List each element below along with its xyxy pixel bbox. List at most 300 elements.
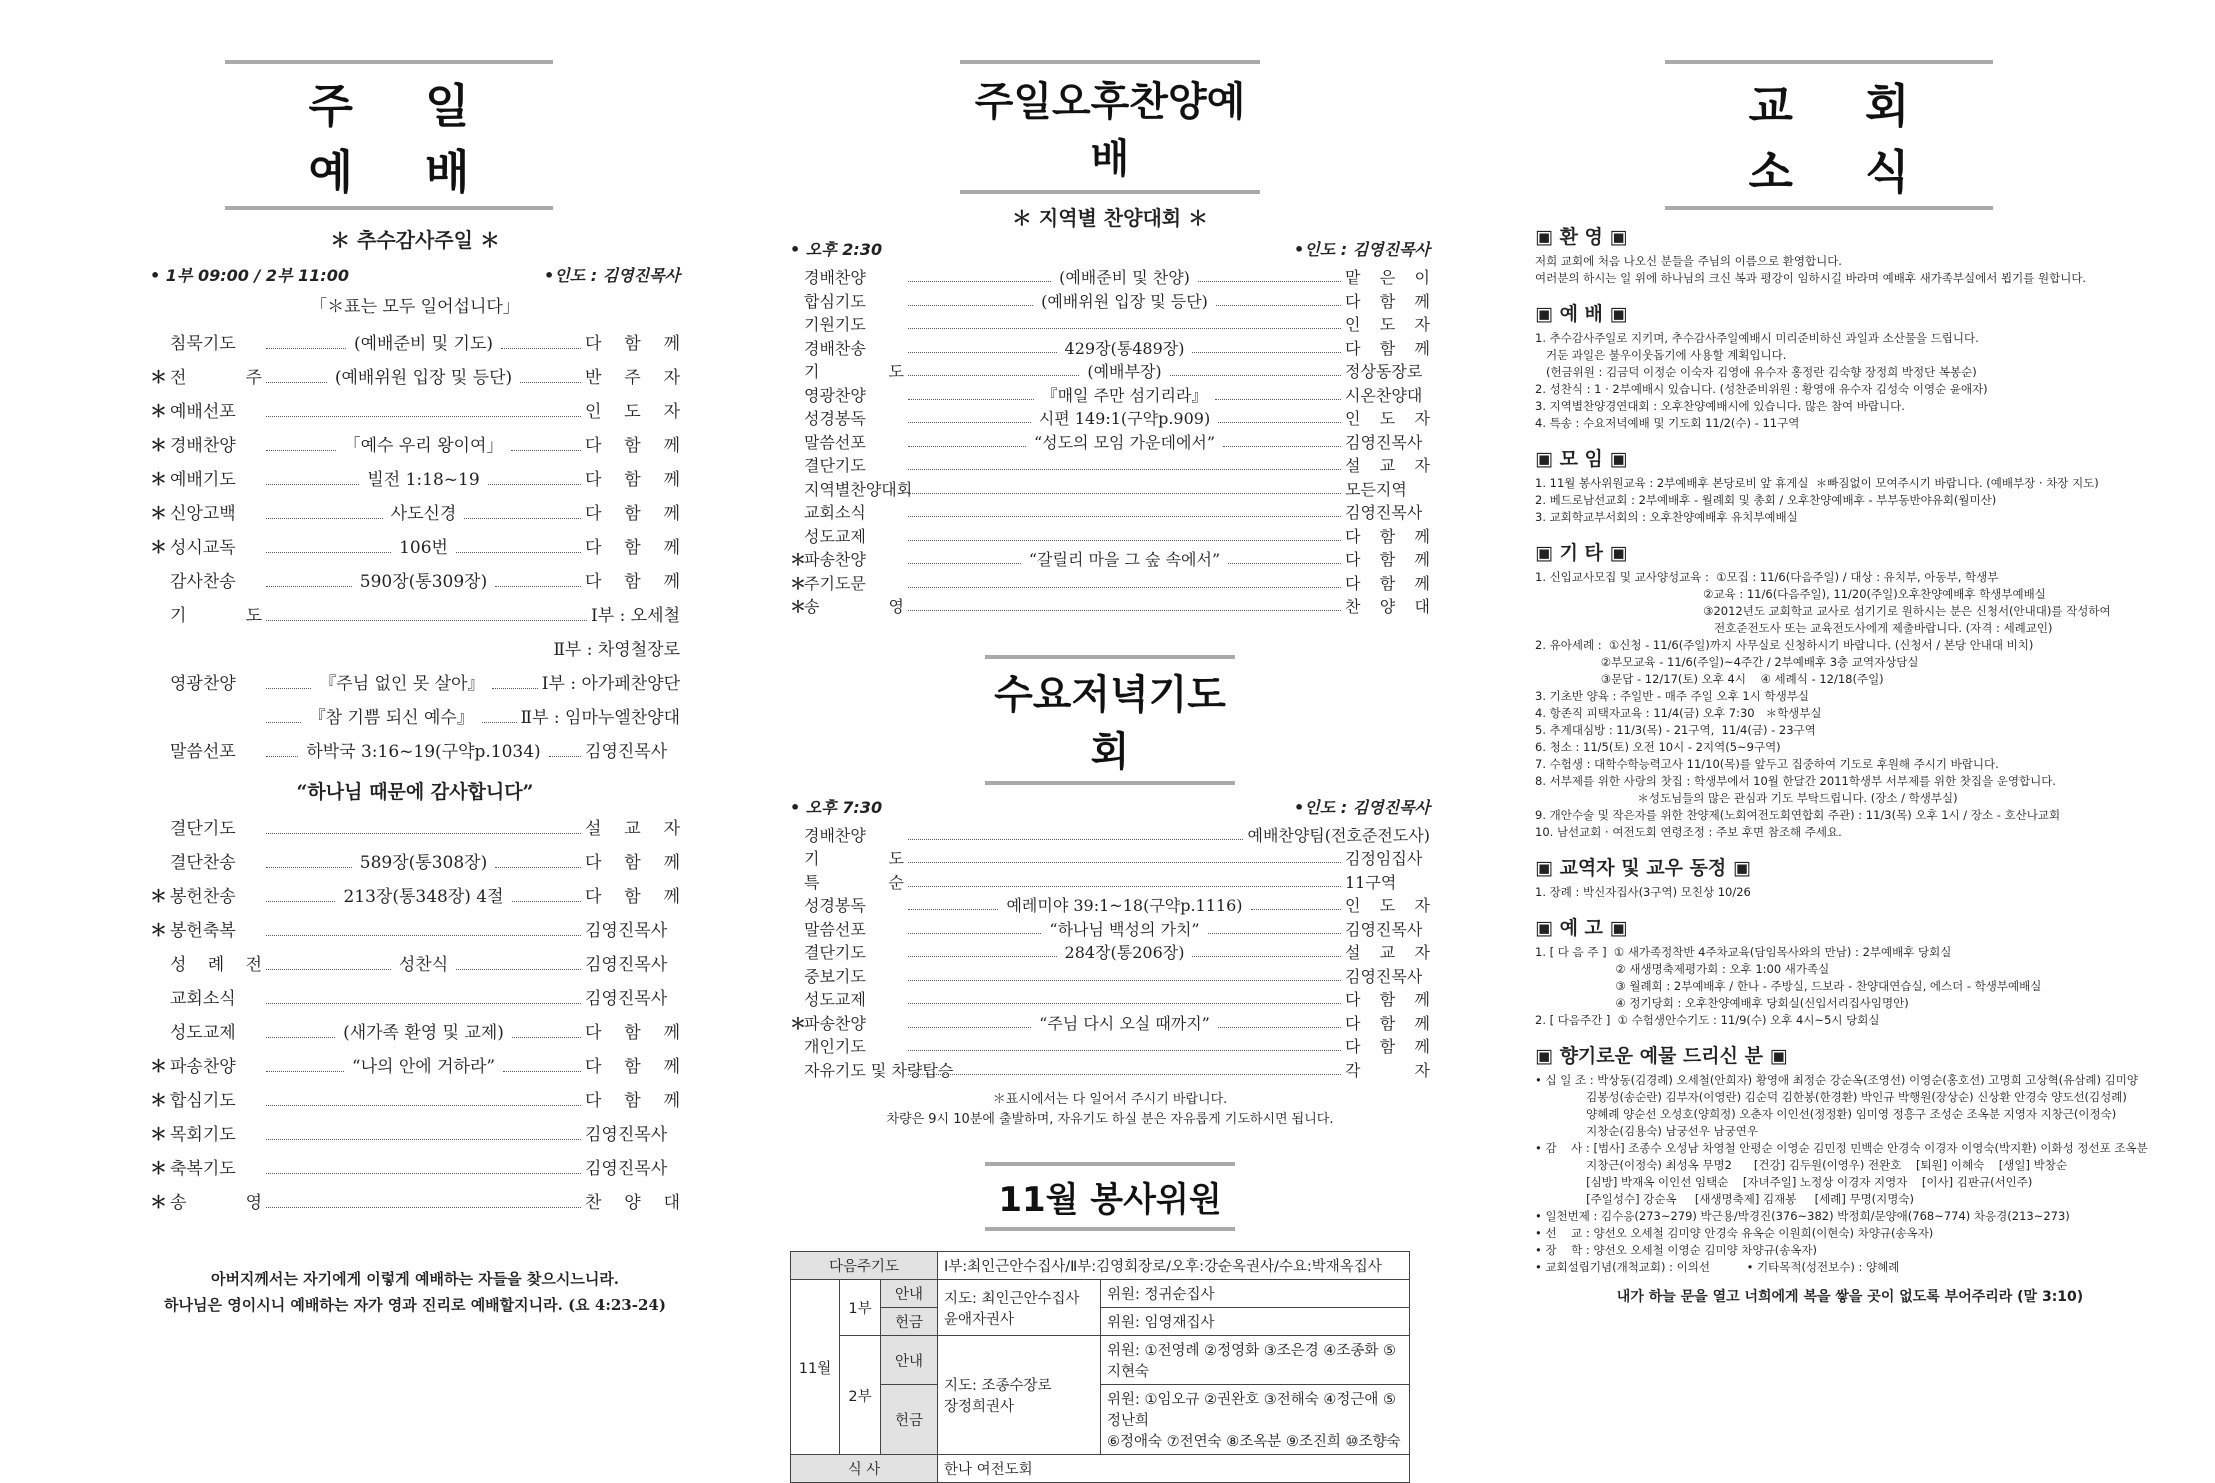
leader-dots bbox=[1170, 375, 1341, 376]
leader-dots bbox=[266, 833, 581, 834]
order-row bbox=[150, 880, 680, 914]
leader-dots bbox=[266, 484, 359, 485]
leader-dots bbox=[495, 586, 581, 587]
standing-mark: ＊ bbox=[790, 550, 807, 569]
order-person: 김영진목사 bbox=[585, 989, 668, 1009]
leader-dots bbox=[266, 1071, 344, 1072]
news-line: 1. 신입교사모집 및 교사양성교육 : ①모집 : 11/6(다음주일) / 대상 : 유치부, 아동부, 학생부 bbox=[1535, 570, 1999, 584]
order-person: 정상동장로 bbox=[1345, 362, 1423, 381]
order-label: 말씀선포 bbox=[804, 432, 866, 452]
order-detail: (예배부장) bbox=[1087, 362, 1162, 381]
leader-dots bbox=[549, 756, 581, 757]
order-detail: 예레미야 39:1~18(구약p.1116) bbox=[1006, 896, 1243, 915]
wednesday-meta bbox=[790, 795, 1430, 818]
order-person: 설 교 자 bbox=[1345, 456, 1430, 475]
order-person: 김영진목사 bbox=[585, 955, 668, 975]
leader-dots bbox=[266, 969, 391, 970]
leader-dots bbox=[908, 328, 1341, 329]
meeting-section bbox=[1535, 475, 2165, 526]
news-line: 3. 기초반 양육 : 주일반 - 매주 주일 오후 1시 학생부실 bbox=[1535, 689, 1809, 703]
order-detail: 590장(통309장) bbox=[359, 572, 488, 592]
order-label: 결단기도 bbox=[170, 819, 236, 839]
order-person: 다 함 께 bbox=[585, 436, 681, 456]
order-person: 김영진목사 bbox=[1345, 503, 1423, 522]
order-row bbox=[790, 478, 1430, 502]
order-list-2 bbox=[150, 812, 680, 1220]
news-line: ②교육 : 11/6(다음주일), 11/20(주일)오후찬양예배후 학생부예배실 bbox=[1535, 587, 2046, 601]
order-detail: 『참 기쁨 되신 예수』 bbox=[308, 708, 474, 728]
order-person: 시온찬양대 bbox=[1345, 385, 1423, 405]
subtitle: ＊ 추수감사주일 ＊ bbox=[330, 228, 500, 252]
leader-dots bbox=[908, 422, 1031, 423]
order-row bbox=[790, 431, 1430, 455]
standing-mark: ＊ bbox=[150, 1159, 167, 1179]
order-label: 기 도 bbox=[804, 362, 904, 381]
order-row bbox=[150, 463, 680, 497]
order-row bbox=[790, 525, 1430, 549]
leader-dots bbox=[266, 901, 335, 902]
afternoon-worship-column bbox=[790, 60, 1430, 1483]
order-row bbox=[790, 360, 1430, 384]
afternoon-time: • 오후 2:30 bbox=[790, 240, 883, 259]
order-person: 반 주 자 bbox=[585, 368, 680, 388]
leader-dots bbox=[495, 867, 581, 868]
service-time: • 1부 09:00 / 2부 11:00 bbox=[150, 266, 349, 285]
news-line: ③2012년도 교회학교 교사로 섬기기로 원하시는 분은 신청서(안내대)를 작성하여 bbox=[1535, 604, 2111, 618]
leader-dots bbox=[908, 399, 1034, 400]
order-person: 김영진목사 bbox=[1345, 432, 1423, 452]
leader-dots bbox=[908, 610, 1341, 611]
order-row bbox=[150, 361, 680, 395]
order-label: 합심기도 bbox=[804, 291, 866, 311]
leader-dots bbox=[266, 450, 336, 451]
standing-mark: ＊ bbox=[150, 1091, 167, 1111]
news-line: • 선 교 : 양선오 오세철 김미양 안경숙 유옥순 이원희(이현숙) 차양규(송옥자) bbox=[1535, 1226, 1934, 1240]
order-person: 다 함 께 bbox=[585, 538, 680, 558]
service-leader: •인도 : 김영진목사 bbox=[544, 266, 680, 285]
order-row bbox=[790, 313, 1430, 337]
order-label: 영광찬양 bbox=[804, 385, 866, 405]
order-detail: (새가족 환영 및 교제) bbox=[343, 1023, 504, 1043]
leader-dots bbox=[908, 1050, 1341, 1051]
order-row bbox=[150, 701, 680, 735]
leader-dots bbox=[908, 1074, 1341, 1075]
standing-mark: ＊ bbox=[150, 368, 167, 388]
leader-dots bbox=[1251, 909, 1341, 910]
order-label: 성도교제 bbox=[804, 526, 866, 546]
order-row bbox=[150, 1186, 680, 1220]
order-label: 목회기도 bbox=[170, 1125, 236, 1145]
order-label: 성시교독 bbox=[170, 538, 236, 558]
order-detail: 사도신경 bbox=[390, 504, 457, 524]
order-person: 다 함 께 bbox=[585, 887, 681, 907]
order-detail: “성도의 모임 가운데에서” bbox=[1033, 432, 1216, 452]
order-person: 설 교 자 bbox=[585, 819, 680, 839]
order-row bbox=[790, 290, 1430, 314]
meal-value: 한나 여전도회 bbox=[938, 1455, 1410, 1483]
order-label: 송 영 bbox=[804, 597, 904, 616]
order-person: 인 도 자 bbox=[585, 402, 680, 422]
order-row bbox=[790, 894, 1430, 918]
leader-dots bbox=[501, 348, 581, 349]
leader-dots bbox=[908, 980, 1341, 981]
order-detail: 「예수 우리 왕이여」 bbox=[343, 436, 504, 456]
order-detail: “하나님 백성의 가치” bbox=[1049, 919, 1200, 939]
afternoon-title: 주일오후찬양예배 bbox=[960, 60, 1260, 194]
news-line: 8. 서부제를 위한 사랑의 찻집 : 학생부에서 10월 한달간 2011학생부 서부제를 위한 찻집을 운영합니다. bbox=[1535, 774, 2056, 788]
order-detail: 429장(통489장) bbox=[1064, 338, 1185, 358]
welcome-section bbox=[1535, 253, 2165, 287]
order-list bbox=[150, 327, 680, 769]
news-line: 4. 특송 : 수요저녁예배 및 기도회 11/2(수) - 11구역 bbox=[1535, 416, 1800, 430]
leader-dots bbox=[1223, 446, 1341, 447]
standing-mark: ＊ bbox=[150, 470, 167, 490]
news-line: ＊성도님들의 많은 관심과 기도 부탁드립니다. (장소 / 학생부실) bbox=[1535, 791, 1958, 805]
afternoon-leader: •인도 : 김영진목사 bbox=[1294, 240, 1430, 259]
sermon-title: “하나님 때문에 감사합니다” bbox=[296, 781, 534, 803]
order-row bbox=[790, 1035, 1430, 1059]
order-person: 다 함 께 bbox=[585, 572, 680, 592]
order-label: 개인기도 bbox=[804, 1037, 866, 1056]
order-detail: “주님 다시 오실 때까지” bbox=[1039, 1013, 1210, 1033]
leader-dots bbox=[266, 1003, 581, 1004]
order-label: 성경봉독 bbox=[804, 896, 866, 915]
order-row bbox=[150, 948, 680, 982]
order-person: 인 도 자 bbox=[1345, 409, 1430, 428]
order-detail: (예배위원 입장 및 등단) bbox=[334, 368, 513, 388]
order-row bbox=[150, 812, 680, 846]
order-label: 송 영 bbox=[170, 1193, 262, 1213]
leader-dots bbox=[1192, 956, 1341, 957]
news-line: • 십 일 조 : 박상동(김경례) 오세철(안희자) 황영애 최정순 강순옥(조영선) 이영순(홍호선) 고명희 고상혁(유삼례) 김미양 bbox=[1535, 1073, 2138, 1087]
news-line: 지창근(이정숙) 최성옥 무명2 [건강] 김두원(이영우) 전완호 [퇴원] 이혜숙 [생일] 박창순 bbox=[1535, 1158, 2067, 1172]
leader-dots bbox=[908, 305, 1033, 306]
order-row bbox=[790, 988, 1430, 1012]
order-row bbox=[790, 941, 1430, 965]
standing-mark: ＊ bbox=[150, 1125, 167, 1145]
order-row bbox=[150, 599, 680, 633]
order-person: 김영진목사 bbox=[585, 1159, 668, 1179]
order-detail: 『매일 주만 섬기리라』 bbox=[1041, 385, 1208, 405]
wednesday-title: 수요저녁기도회 bbox=[985, 655, 1235, 785]
order-label: 결단기도 bbox=[804, 943, 866, 962]
order-label: 성도교제 bbox=[804, 990, 866, 1009]
news-line: • 장 학 : 양선오 오세철 이영순 김미양 차양규(송옥자) bbox=[1535, 1243, 1818, 1257]
gift-section bbox=[1535, 1072, 2165, 1276]
news-line: 10. 남선교회 · 여전도회 연령조정 : 주보 후면 참조해 주세요. bbox=[1535, 825, 1842, 839]
notice-section bbox=[1535, 944, 2165, 1029]
order-person: 다 함 께 bbox=[1345, 990, 1430, 1009]
standing-mark: ＊ bbox=[150, 402, 167, 422]
order-row bbox=[790, 266, 1430, 290]
order-person: 다 함 께 bbox=[1345, 1013, 1431, 1033]
leader-dots bbox=[908, 1003, 1341, 1004]
order-person: 김정임집사 bbox=[1345, 849, 1423, 868]
news-line: 6. 청소 : 11/5(토) 오전 10시 - 2지역(5~9구역) bbox=[1535, 740, 1781, 754]
leader-dots bbox=[266, 867, 352, 868]
order-person: 다 함 께 bbox=[585, 334, 680, 354]
news-line: 1. 추수감사주일로 지키며, 추수감사주일예배시 미리준비하신 과일과 소산물을 드립니다. bbox=[1535, 331, 1979, 345]
order-person: 다 함 께 bbox=[585, 1023, 681, 1043]
order-label: 파송찬양 bbox=[170, 1057, 236, 1077]
news-line: 1. 장례 : 박신자집사(3구역) 모친상 10/26 bbox=[1535, 885, 1751, 899]
leader-dots bbox=[520, 382, 581, 383]
wednesday-time: • 오후 7:30 bbox=[790, 797, 883, 817]
news-line: 9. 개안수술 및 작은자를 위한 찬양제(노회여전도회연합회 주관) : 11/3(목) 오후 1시 / 장소 - 호산나교회 bbox=[1535, 808, 2061, 822]
order-row bbox=[150, 1118, 680, 1152]
sunday-worship-column bbox=[150, 60, 680, 1318]
order-label: 성 례 전 bbox=[170, 955, 262, 975]
news-line: 5. 추계대심방 : 11/3(목) - 21구역, 11/4(금) - 23구역 bbox=[1535, 723, 1816, 737]
leader-dots bbox=[908, 563, 1021, 564]
leader-dots bbox=[908, 839, 1243, 840]
standing-mark: ＊ bbox=[790, 597, 807, 616]
order-person: 다 함 께 bbox=[1345, 526, 1430, 546]
order-label: 경배찬양 bbox=[170, 436, 236, 456]
order-person: 김영진목사 bbox=[1345, 919, 1423, 939]
verse-line-1: 아버지께서는 자기에게 이렇게 예배하는 자들을 찾으시느니라. bbox=[210, 1270, 620, 1288]
leader-dots bbox=[908, 587, 1341, 588]
order-row bbox=[150, 531, 680, 565]
order-label: 예배선포 bbox=[170, 402, 236, 422]
order-person: Ⅰ부 : 오세철 bbox=[591, 606, 680, 626]
order-person: 김영진목사 bbox=[1345, 966, 1423, 986]
gift-heading: ▣ 향기로운 예물 드리신 분 ▣ bbox=[1535, 1045, 1788, 1067]
leader-dots bbox=[908, 352, 1057, 353]
order-person: 인 도 자 bbox=[1345, 896, 1430, 915]
news-line: 2. 성찬식 : 1 · 2부예배시 있습니다. (성찬준비위원 : 황영애 유수자 김성숙 이영순 윤애자) bbox=[1535, 382, 1988, 396]
order-label: 예배기도 bbox=[170, 470, 236, 490]
order-person: 다 함 께 bbox=[1345, 338, 1430, 358]
order-row bbox=[790, 337, 1430, 361]
order-row bbox=[150, 1050, 680, 1084]
order-person: 찬 양 대 bbox=[1345, 597, 1430, 616]
order-detail: 213장(통348장) 4절 bbox=[343, 887, 504, 907]
order-label: 감사찬송 bbox=[170, 572, 236, 592]
order-detail: “갈릴리 마을 그 숲 속에서” bbox=[1028, 550, 1221, 569]
leader-dots bbox=[266, 1037, 335, 1038]
order-row bbox=[790, 595, 1430, 619]
order-label: 기원기도 bbox=[804, 315, 866, 334]
order-row bbox=[150, 497, 680, 531]
order-label: 교회소식 bbox=[170, 989, 236, 1009]
part2-cell: 2부 bbox=[840, 1336, 881, 1455]
news-line: 김봉성(송순란) 김부자(이영란) 김순덕 김한봉(한경환) 박인규 박행원(장상순) 신상환 안경숙 양도선(김성례) bbox=[1535, 1090, 2127, 1104]
order-label: 전 주 bbox=[170, 368, 262, 388]
order-person: 다 함 께 bbox=[1345, 573, 1430, 593]
leader-dots bbox=[456, 552, 581, 553]
news-line: 3. 지역별찬양경연대회 : 오후찬양예배시에 있습니다. 많은 참여 바랍니다. bbox=[1535, 399, 1905, 413]
p1-guide-label: 안내 bbox=[881, 1280, 938, 1308]
order-person: 찬 양 대 bbox=[585, 1193, 680, 1213]
order-label: 봉헌축복 bbox=[170, 921, 236, 941]
order-label: 특 순 bbox=[804, 872, 904, 892]
standing-mark: ＊ bbox=[150, 1057, 167, 1077]
standing-mark: ＊ bbox=[150, 538, 167, 558]
news-line: 거둔 과일은 불우이웃돕기에 사용할 계획입니다. bbox=[1535, 348, 1787, 362]
order-label: 교회소식 bbox=[804, 503, 866, 522]
order-row bbox=[150, 395, 680, 429]
leader-dots bbox=[1218, 422, 1341, 423]
leader-dots bbox=[908, 862, 1341, 863]
leader-dots bbox=[908, 1027, 1031, 1028]
order-label: 기 도 bbox=[170, 606, 262, 626]
news-line: 2. 베드로남선교회 : 2부예배후 - 월례회 및 총회 / 오후찬양예배후 - 부부동반야유회(월미산) bbox=[1535, 493, 1997, 507]
order-person: 맡 은 이 bbox=[1345, 268, 1431, 287]
leader-dots bbox=[1208, 933, 1341, 934]
order-person: 예배찬양팀(전호준전도사) bbox=[1247, 825, 1430, 845]
leader-dots bbox=[908, 493, 1341, 494]
leader-dots bbox=[908, 469, 1341, 470]
order-label: 침묵기도 bbox=[170, 334, 236, 354]
order-row bbox=[150, 1016, 680, 1050]
leader-dots bbox=[266, 382, 327, 383]
meal-label: 식 사 bbox=[791, 1455, 938, 1483]
standing-mark: ＊ bbox=[790, 1013, 807, 1033]
order-person: 다 함 께 bbox=[585, 504, 681, 524]
p1-offering-label: 헌금 bbox=[881, 1308, 938, 1336]
order-person: 다 함 께 bbox=[1345, 550, 1431, 569]
news-line: • 감 사 : [범사] 조종수 오성남 차영철 안평순 이영순 김민정 민백순 안경숙 이경자 이영숙(박지환) 이화성 정선포 조옥분 bbox=[1535, 1141, 2148, 1155]
order-detail: (예배준비 및 기도) bbox=[353, 334, 494, 354]
leader-dots bbox=[266, 518, 383, 519]
news-line: 2. [ 다음주간 ] ① 수험생안수기도 : 11/9(수) 오후 4시~5시 당회실 bbox=[1535, 1013, 1880, 1027]
notice-heading: ▣ 예 고 ▣ bbox=[1535, 917, 1628, 939]
order-row bbox=[150, 914, 680, 948]
news-line: [주일성수] 강순옥 [새생명축제] 김재봉 [세례] 무명(지명숙) bbox=[1535, 1192, 1914, 1206]
order-row bbox=[150, 846, 680, 880]
p1-guide: 위원: 정귀순집사 bbox=[1101, 1280, 1410, 1308]
p2-guide: 위원: ①전영례 ②정영화 ③조은경 ④조종화 ⑤지현숙 bbox=[1101, 1336, 1410, 1385]
p2-offering-label: 헌금 bbox=[881, 1385, 938, 1455]
wednesday-order-list bbox=[790, 824, 1430, 1083]
order-person: 다 함 께 bbox=[1345, 1037, 1430, 1056]
order-person: 다 함 께 bbox=[585, 853, 680, 873]
leader-dots bbox=[266, 1105, 581, 1106]
order-detail: 『주님 없인 못 살아』 bbox=[319, 674, 485, 694]
order-person: 김영진목사 bbox=[585, 742, 668, 762]
order-detail: 시편 149:1(구약p.909) bbox=[1038, 409, 1211, 428]
order-row bbox=[150, 667, 680, 701]
order-person: Ⅱ부 : 차영철장로 bbox=[553, 640, 680, 660]
order-person: 11구역 bbox=[1345, 872, 1397, 892]
order-row bbox=[790, 871, 1430, 895]
leader-dots bbox=[1228, 563, 1341, 564]
news-line: 1. [ 다 음 주 ] ① 새가족정착반 4주차교육(담임목사와의 만남) : 2부예배후 당회실 bbox=[1535, 945, 1952, 959]
news-line: • 교회설립기념(개척교회) : 이의선 • 기타목적(성전보수) : 양혜례 bbox=[1535, 1260, 1900, 1274]
order-row bbox=[790, 824, 1430, 848]
order-label: 경배찬송 bbox=[804, 338, 866, 358]
order-row bbox=[790, 572, 1430, 596]
page-title: 주 일 예 배 bbox=[225, 60, 553, 210]
order-row bbox=[150, 565, 680, 599]
leader-dots bbox=[488, 484, 581, 485]
standing-mark: ＊ bbox=[150, 436, 167, 456]
order-row bbox=[790, 1012, 1430, 1036]
leader-dots bbox=[266, 552, 391, 553]
leader-dots bbox=[266, 1139, 581, 1140]
news-line: 저희 교회에 처음 나오신 분들을 주님의 이름으로 환영합니다. bbox=[1535, 254, 1842, 268]
order-label: 자유기도 및 차량탑승 bbox=[804, 1060, 954, 1080]
order-person: 다 함 께 bbox=[585, 1091, 680, 1111]
order-label: 파송찬양 bbox=[804, 550, 866, 569]
order-row bbox=[150, 327, 680, 361]
order-person: 모든지역 bbox=[1345, 479, 1407, 499]
order-person: 김영진목사 bbox=[585, 921, 668, 941]
news-line: 7. 수험생 : 대학수학능력고사 11/10(목)를 앞두고 집중하여 기도로 후원해 주시기 바랍니다. bbox=[1535, 757, 1999, 771]
closing-verse: 내가 하늘 문을 열고 너희에게 복을 쌓을 곳이 없도록 부어주리라 (말 3:10) bbox=[1616, 1289, 2084, 1305]
leader-dots bbox=[456, 969, 581, 970]
standing-mark: ＊ bbox=[150, 921, 167, 941]
leader-dots bbox=[266, 722, 301, 723]
standing-note-2: ＊표시에서는 다 일어서 주시기 바랍니다. bbox=[992, 1092, 1228, 1107]
order-label: 축복기도 bbox=[170, 1159, 236, 1179]
standing-mark: ＊ bbox=[150, 504, 167, 524]
volunteer-title: 11월 봉사위원 bbox=[985, 1162, 1235, 1231]
news-line: 양혜례 양순선 오성호(양희정) 오춘자 이인선(정정환) 임미영 정흥구 조성순 조옥분 지영자 지창근(이정숙) bbox=[1535, 1107, 2117, 1121]
leader-dots bbox=[908, 540, 1341, 541]
order-row bbox=[790, 548, 1430, 572]
p2-lead: 지도: 조종수장로 장정희권사 bbox=[938, 1336, 1101, 1455]
order-person: 설 교 자 bbox=[1345, 943, 1430, 962]
order-detail: (예배위원 입장 및 등단) bbox=[1041, 291, 1208, 311]
leader-dots bbox=[512, 901, 581, 902]
order-person: 다 함 께 bbox=[585, 1057, 680, 1077]
service-meta bbox=[150, 263, 680, 286]
leader-dots bbox=[908, 886, 1341, 887]
news-line: ③문답 - 12/17(토) 오후 4시 ④ 세례식 - 12/18(주일) bbox=[1535, 672, 1884, 686]
news-line: 여러분의 하시는 일 위에 하나님의 크신 복과 평강이 임하시길 바라며 예배후 새가족부실에서 뵙기를 원합니다. bbox=[1535, 271, 2087, 285]
news-line: ②부모교육 - 11/6(주일)~4주간 / 2부예배후 3층 교역자상담실 bbox=[1535, 655, 1919, 669]
order-row bbox=[790, 407, 1430, 431]
leader-dots bbox=[266, 586, 352, 587]
order-row bbox=[150, 1152, 680, 1186]
leader-dots bbox=[266, 1173, 581, 1174]
leader-dots bbox=[266, 1207, 581, 1208]
order-row bbox=[790, 847, 1430, 871]
leader-dots bbox=[908, 956, 1057, 957]
order-row bbox=[790, 454, 1430, 478]
order-detail: 성찬식 bbox=[398, 955, 449, 975]
leader-dots bbox=[266, 620, 587, 621]
church-news-column bbox=[1535, 60, 2165, 1306]
news-line: 지창순(김용숙) 남궁선우 남궁연우 bbox=[1535, 1124, 1758, 1138]
order-label: 말씀선포 bbox=[804, 919, 866, 939]
order-label: 봉헌찬송 bbox=[170, 887, 236, 907]
etc-heading: ▣ 기 타 ▣ bbox=[1535, 542, 1628, 564]
leader-dots bbox=[1215, 399, 1341, 400]
leader-dots bbox=[908, 446, 1026, 447]
leader-dots bbox=[482, 722, 517, 723]
leader-dots bbox=[266, 688, 311, 689]
leader-dots bbox=[511, 450, 581, 451]
news-line: ② 새생명축제평가회 : 오후 1:00 새가족실 bbox=[1535, 962, 1830, 976]
leader-dots bbox=[492, 688, 537, 689]
news-title: 교 회 소 식 bbox=[1665, 60, 1993, 210]
order-label: 경배찬양 bbox=[804, 825, 866, 845]
order-detail: 106번 bbox=[399, 538, 448, 558]
order-detail: 284장(통206장) bbox=[1064, 943, 1185, 962]
wednesday-notes bbox=[790, 1090, 1430, 1130]
news-line: 전호준전도사 또는 교육전도사에게 제출바랍니다. (자격 : 세례교인) bbox=[1535, 621, 2053, 635]
news-line: (헌금위원 : 김금덕 이정순 이숙자 김영애 유수자 홍정란 김숙향 장정희 박정단 복봉순) bbox=[1535, 365, 1977, 379]
meeting-heading: ▣ 모 임 ▣ bbox=[1535, 448, 1628, 470]
order-row bbox=[790, 384, 1430, 408]
order-row bbox=[150, 735, 680, 769]
order-label: 결단찬송 bbox=[170, 853, 236, 873]
order-label: 성경봉독 bbox=[804, 409, 866, 428]
news-line: 4. 항존직 피택자교육 : 11/4(금) 오후 7:30 ＊학생부실 bbox=[1535, 706, 1822, 720]
